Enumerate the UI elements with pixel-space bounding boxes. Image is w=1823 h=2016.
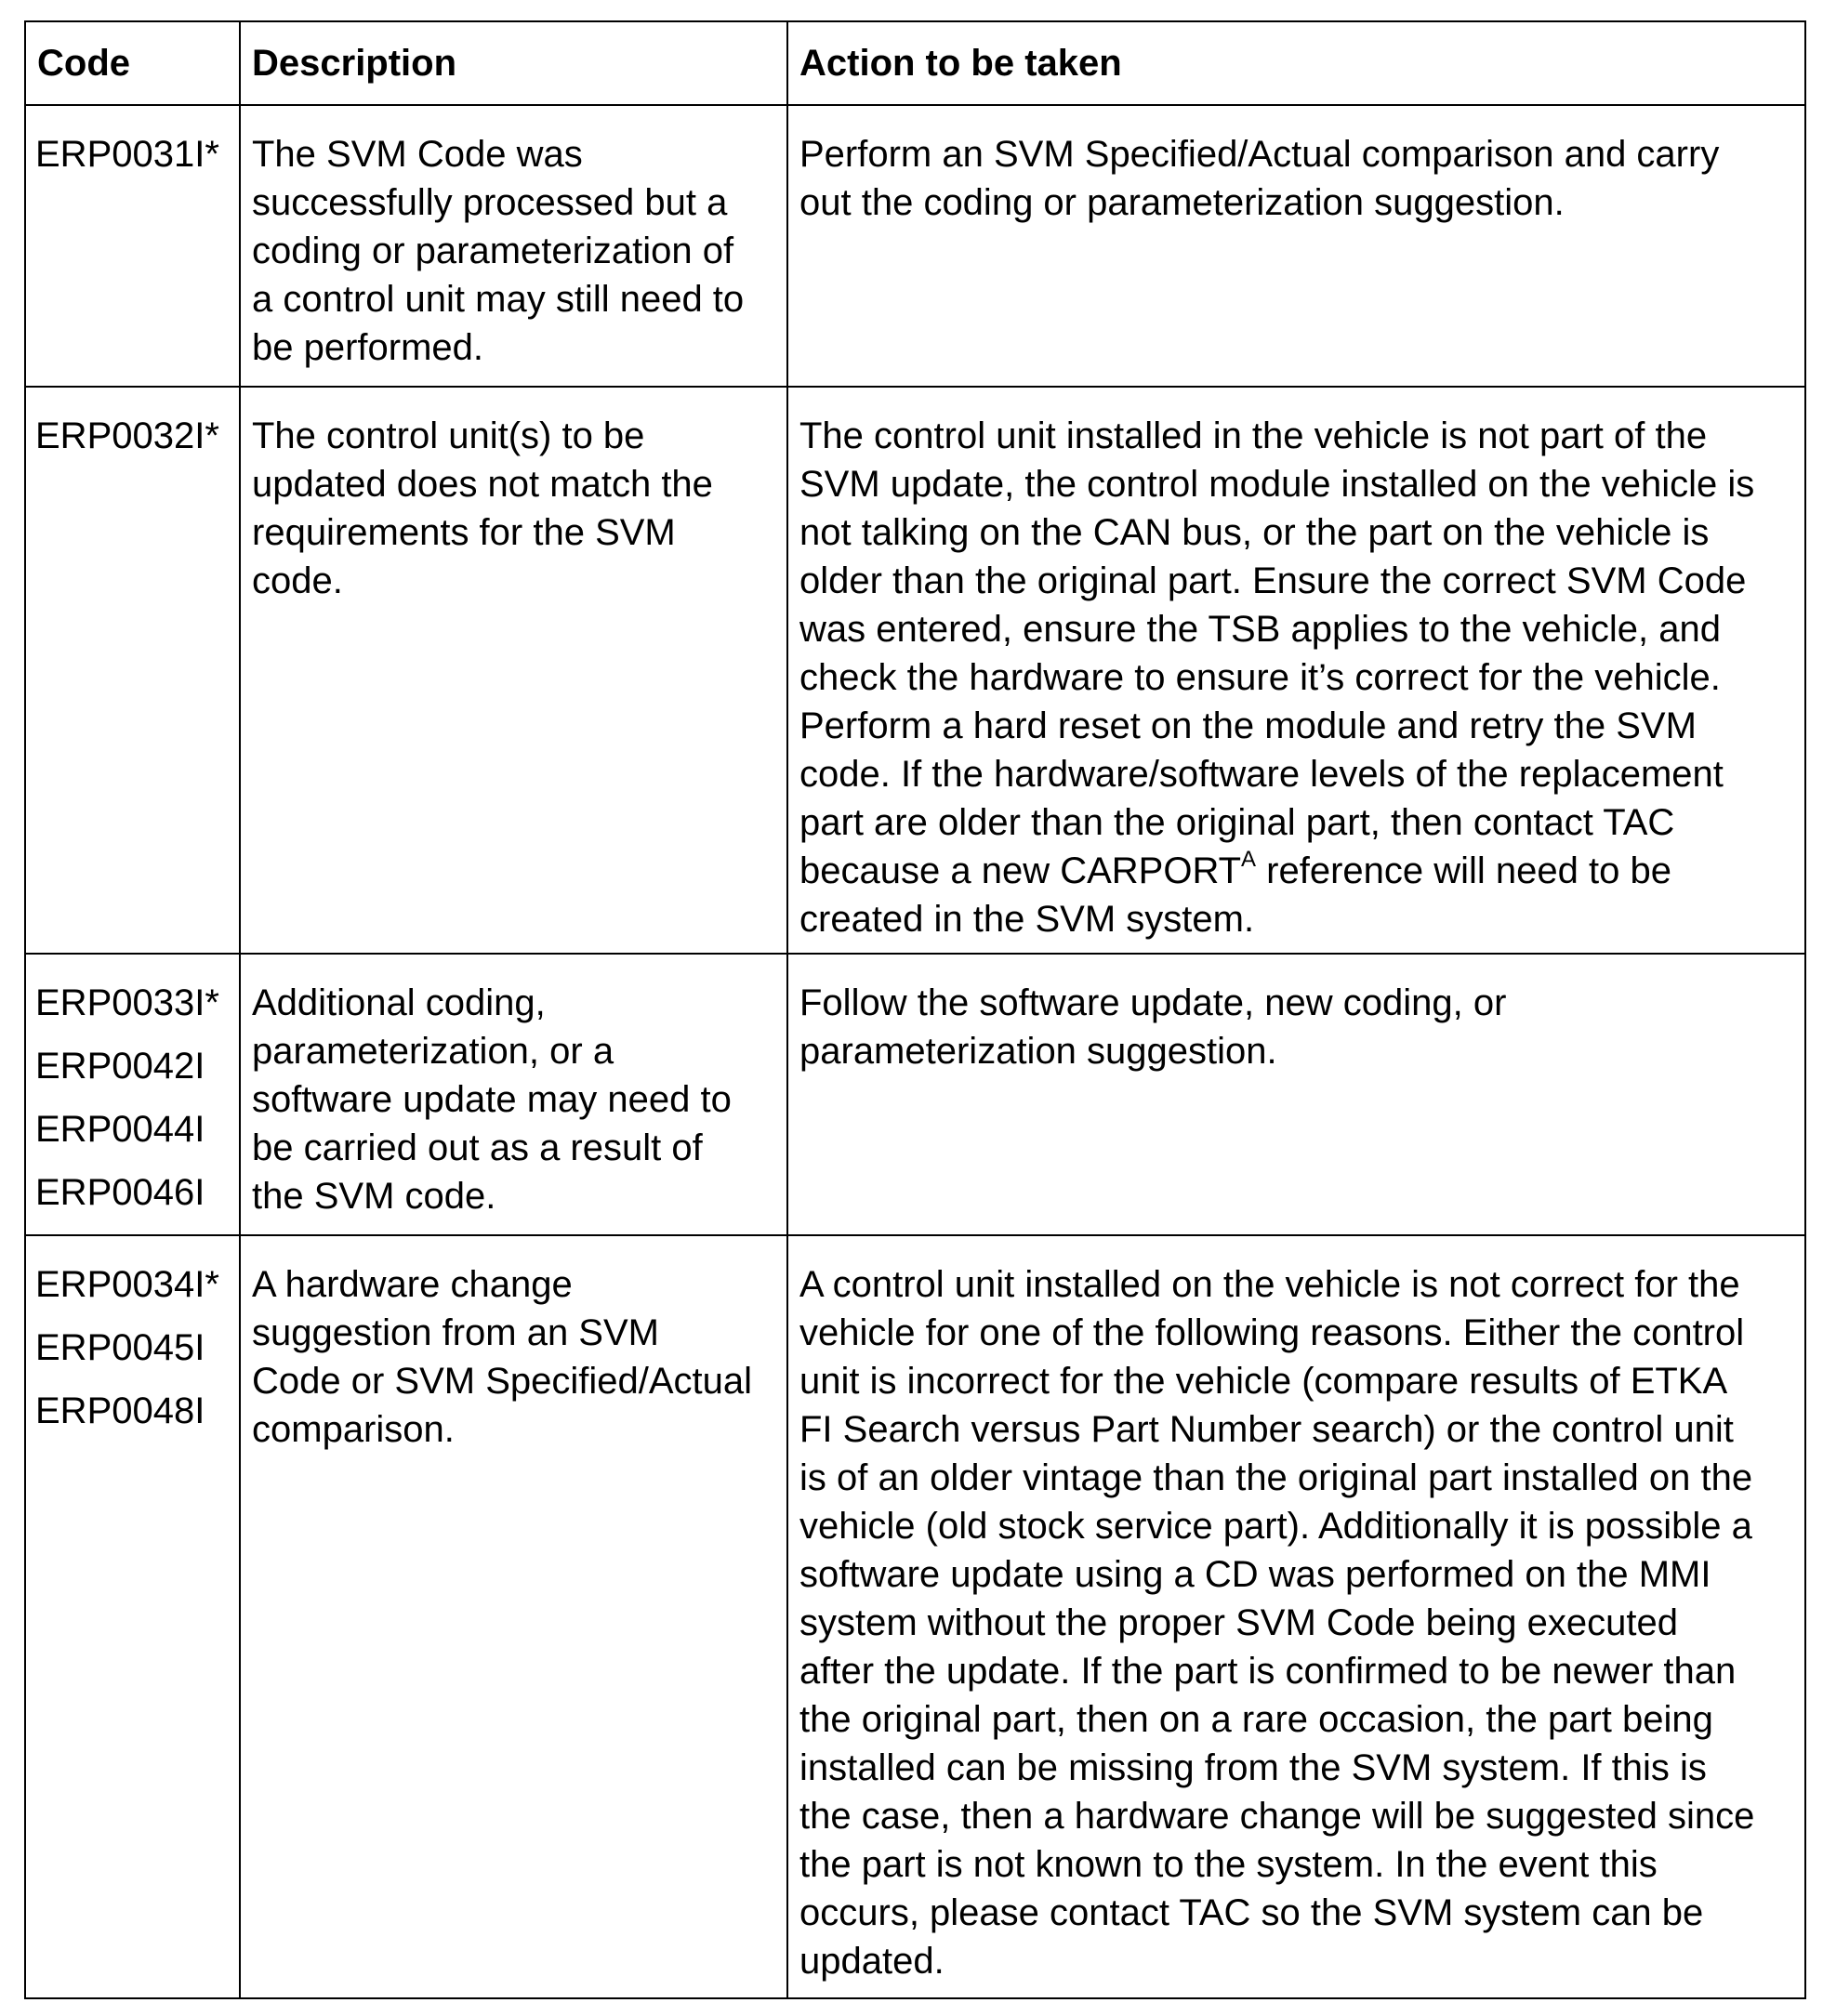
description-cell bbox=[240, 387, 787, 954]
action-line: A control unit installed on the vehicle is not correct for the bbox=[799, 1264, 1740, 1305]
carport-text: because a new CARPORT bbox=[799, 850, 1242, 891]
action-line: part are older than the original part, then contact TAC bbox=[799, 802, 1675, 843]
action-line: Follow the software update, new coding, or bbox=[799, 982, 1507, 1023]
description-line: Additional coding, bbox=[252, 982, 546, 1023]
table-row bbox=[25, 387, 1805, 954]
action-line: installed can be missing from the SVM system. If this is bbox=[799, 1747, 1707, 1788]
action-line: vehicle for one of the following reasons. Either the control bbox=[799, 1312, 1745, 1353]
action-line: the part is not known to the system. In the event this bbox=[799, 1844, 1658, 1885]
action-line: is of an older vintage than the original part installed on the bbox=[799, 1457, 1753, 1498]
error-code: ERP0034I* bbox=[35, 1264, 219, 1305]
code-cell bbox=[25, 954, 240, 1235]
carport-superscript: A bbox=[1241, 847, 1257, 872]
error-code: ERP0046I bbox=[35, 1172, 205, 1213]
description-line: the SVM code. bbox=[252, 1176, 496, 1217]
description-line: Code or SVM Specified/Actual bbox=[252, 1361, 753, 1402]
description-line: A hardware change bbox=[252, 1264, 573, 1305]
error-code: ERP0048I bbox=[35, 1390, 205, 1431]
action-line: vehicle (old stock service part). Additionally it is possible a bbox=[799, 1506, 1752, 1547]
table-header-row bbox=[25, 21, 1805, 105]
description-cell bbox=[240, 954, 787, 1235]
action-line: FI Search versus Part Number search) or the control unit bbox=[799, 1409, 1734, 1450]
description-line: updated does not match the bbox=[252, 464, 713, 505]
description-line: be performed. bbox=[252, 327, 484, 368]
error-code: ERP0044I bbox=[35, 1109, 205, 1150]
description-line: software update may need to bbox=[252, 1079, 732, 1120]
description-line: be carried out as a result of bbox=[252, 1127, 703, 1168]
description-line: requirements for the SVM bbox=[252, 512, 676, 553]
error-code: ERP0031I* bbox=[35, 134, 219, 175]
action-line: SVM update, the control module installed on the vehicle is bbox=[799, 464, 1755, 505]
action-cell bbox=[787, 954, 1805, 1235]
table-row bbox=[25, 954, 1805, 1235]
action-line: the original part, then on a rare occasion, the part being bbox=[799, 1699, 1713, 1740]
action-line: occurs, please contact TAC so the SVM system can be bbox=[799, 1892, 1704, 1933]
action-line: system without the proper SVM Code being executed bbox=[799, 1602, 1678, 1643]
action-line: The control unit installed in the vehicle is not part of the bbox=[799, 415, 1708, 456]
action-line: updated. bbox=[799, 1941, 945, 1982]
action-line: parameterization suggestion. bbox=[799, 1031, 1277, 1072]
action-cell bbox=[787, 105, 1805, 387]
action-line: older than the original part. Ensure the correct SVM Code bbox=[799, 560, 1747, 601]
description-cell bbox=[240, 105, 787, 387]
error-code: ERP0032I* bbox=[35, 415, 219, 456]
description-line: code. bbox=[252, 560, 343, 601]
action-line: was entered, ensure the TSB applies to the vehicle, and bbox=[799, 609, 1721, 650]
action-line: Perform a hard reset on the module and retry the SVM bbox=[799, 705, 1697, 746]
description-cell bbox=[240, 1235, 787, 1998]
carport-text-continued: reference will need to be bbox=[1256, 850, 1671, 891]
action-line: Perform an SVM Specified/Actual comparison and carry bbox=[799, 134, 1720, 175]
action-line: the case, then a hardware change will be suggested since bbox=[799, 1796, 1755, 1837]
description-line: The control unit(s) to be bbox=[252, 415, 645, 456]
error-code: ERP0045I bbox=[35, 1327, 205, 1368]
action-line: unit is incorrect for the vehicle (compare results of ETKA bbox=[799, 1361, 1728, 1402]
error-code: ERP0033I* bbox=[35, 982, 219, 1023]
action-line: code. If the hardware/software levels of the replacement bbox=[799, 754, 1724, 795]
action-line: not talking on the CAN bus, or the part on the vehicle is bbox=[799, 512, 1710, 553]
description-line: coding or parameterization of bbox=[252, 231, 734, 271]
table-row bbox=[25, 105, 1805, 387]
error-code: ERP0042I bbox=[35, 1046, 205, 1087]
action-line-carport bbox=[799, 847, 1793, 895]
action-line: created in the SVM system. bbox=[799, 899, 1255, 940]
action-line: check the hardware to ensure it’s correct for the vehicle. bbox=[799, 657, 1721, 698]
description-line: comparison. bbox=[252, 1409, 455, 1450]
description-line: successfully processed but a bbox=[252, 182, 728, 223]
description-line: a control unit may still need to bbox=[252, 279, 745, 320]
action-line: software update using a CD was performed on the MMI bbox=[799, 1554, 1711, 1595]
header-description: Description bbox=[240, 21, 787, 105]
svm-error-code-table bbox=[24, 20, 1806, 1999]
action-line: after the update. If the part is confirmed to be newer than bbox=[799, 1651, 1737, 1692]
action-line: out the coding or parameterization suggestion. bbox=[799, 182, 1565, 223]
header-code: Code bbox=[25, 21, 240, 105]
action-cell bbox=[787, 387, 1805, 954]
description-line: parameterization, or a bbox=[252, 1031, 614, 1072]
description-line: suggestion from an SVM bbox=[252, 1312, 659, 1353]
description-line: The SVM Code was bbox=[252, 134, 583, 175]
table-row bbox=[25, 1235, 1805, 1998]
header-action: Action to be taken bbox=[787, 21, 1805, 105]
code-cell bbox=[25, 1235, 240, 1998]
code-cell bbox=[25, 105, 240, 387]
code-cell bbox=[25, 387, 240, 954]
action-cell bbox=[787, 1235, 1805, 1998]
